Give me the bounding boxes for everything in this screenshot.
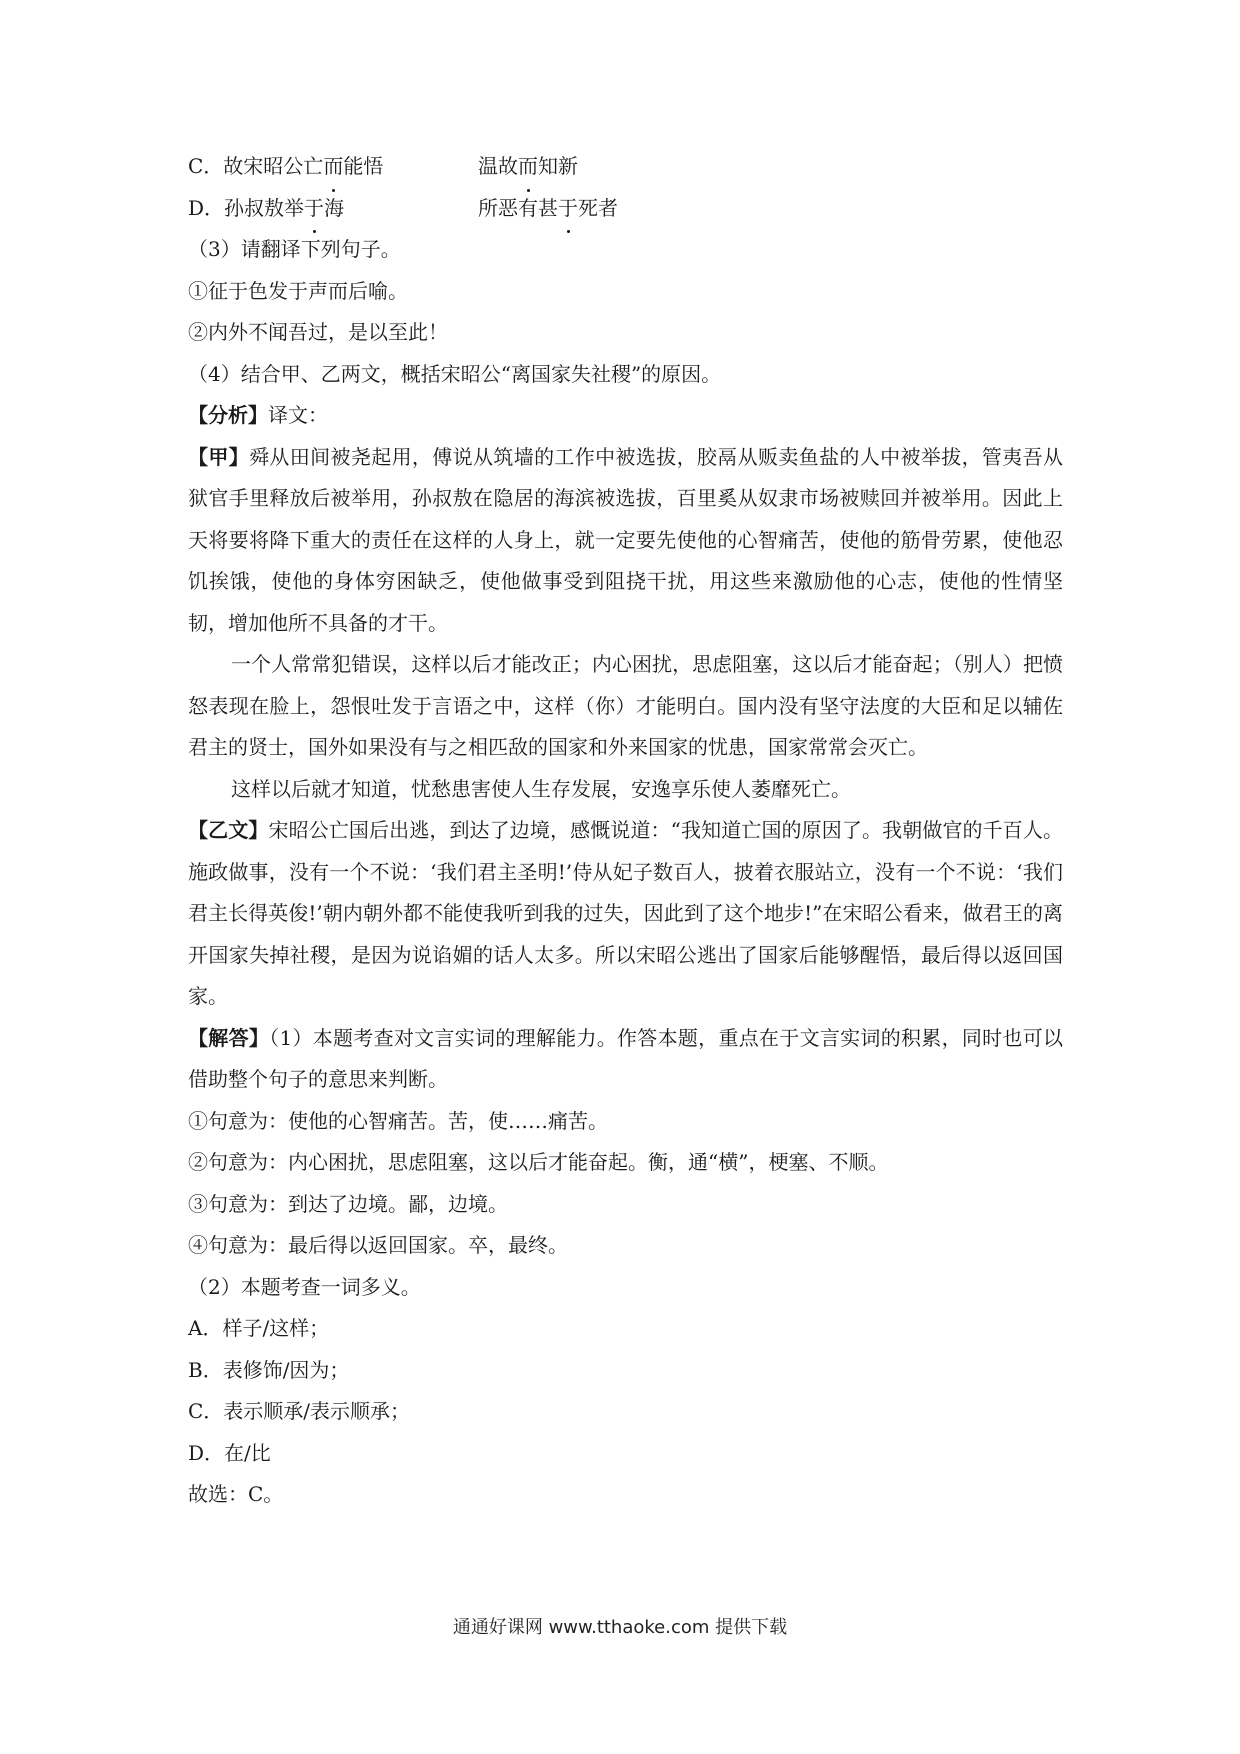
translation-jia-paragraph-2: 一个人常常犯错误，这样以后才能改正；内心困扰，思虑阻塞，这以后才能奋起；（别人）把愤怒表现在脸上，怨恨吐发于言语之中，这样（你）才能明白。国内没有坚守法度的大臣和足以辅佐君主的贤士，国外如果没有与之相匹敌的国家和外来国家的忧患，国家常常会灭亡。	[188, 652, 1063, 759]
yi-tag: 【乙文】	[188, 818, 269, 842]
option-d-left-post: 海	[324, 195, 345, 220]
option-d-left-dotted: 于	[304, 188, 324, 230]
jia-text-1: 舜从田间被尧起用，傅说从筑墙的工作中被选拔，胶鬲从贩卖鱼盐的人中被举拔，管夷吾从狱官手里释放后被举用，孙叔敖在隐居的海滨被选拔，百里奚从奴隶市场被赎回并被举用。因此上天将要将降下重大的责任在这样的人身上，就一定要先使他的心智痛苦，使他的筋骨劳累，使他忍饥挨饿，使他的身体穷困缺乏，使他做事受到阻挠干扰，用这些来激励他的心志，使他的性情坚韧，增加他所不具备的才干。	[188, 444, 1064, 635]
answer-option-a: A．样子/这样；	[188, 1316, 330, 1340]
option-c-right-dotted: 而	[518, 146, 538, 188]
option-c-right-pre: 温故	[478, 154, 518, 178]
option-c-left-pre: C．故宋昭公亡	[188, 154, 324, 178]
answer-option-b: B．表修饰/因为；	[188, 1357, 350, 1382]
answer-selection: 故选：C。	[188, 1482, 284, 1506]
question-3-item-1: ①征于色发于声而后喻。	[188, 278, 408, 303]
question-3: （3）请翻译下列句子。	[188, 237, 401, 261]
answer-item-1: ①句意为：使他的心智痛苦。苦，使……痛苦。	[188, 1108, 608, 1133]
answer-option-d: D．在/比	[188, 1440, 271, 1465]
option-c-left-post: 能悟	[343, 154, 384, 178]
translation-jia-paragraph-3: 这样以后就才知道，忧愁患害使人生存发展，安逸享乐使人萎靡死亡。	[231, 776, 851, 801]
option-d-right	[478, 188, 618, 230]
analysis-heading	[188, 395, 1063, 437]
question-3-item-2: ②内外不闻吾过，是以至此！	[188, 320, 448, 344]
answer-item-2: ②句意为：内心困扰，思虑阻塞，这以后才能奋起。衡，通“横”，梗塞、不顺。	[188, 1150, 889, 1174]
option-d-right-pre: 所恶有甚	[478, 195, 558, 220]
yi-text: 宋昭公亡国后出逃，到达了边境，感慨说道：“我知道亡国的原因了。我朝做官的千百人。施政做事，没有一个不说：‘我们君主圣明!’侍从妃子数百人，披着衣服站立，没有一个不说：‘我们君主长得英俊!’朝内朝外都不能使我听到我的过失，因此到了这个地步!”在宋昭公看来，做君王的离开国家失掉社稷，是因为说谄媚的话人太多。所以宋昭公逃出了国家后能够醒悟，最后得以返回国家。	[188, 818, 1063, 1008]
answer-option-c: C．表示顺承/表示顺承；	[188, 1399, 411, 1423]
option-c-left	[188, 154, 383, 178]
option-c-right	[478, 146, 578, 188]
jia-tag: 【甲】	[188, 444, 250, 469]
option-d-left	[188, 196, 344, 220]
option-c-row	[188, 146, 1063, 188]
option-d-left-pre: D．孙叔敖举	[188, 195, 305, 220]
answer-text-1: （1）本题考查对文言实词的理解能力。作答本题，重点在于文言实词的积累，同时也可以借助整个句子的意思来判断。	[188, 1025, 1064, 1091]
answer-question-2: （2）本题考查一词多义。	[188, 1274, 421, 1299]
option-d-row	[188, 188, 1063, 230]
option-c-right-post: 知新	[538, 154, 578, 178]
analysis-head-text: 译文：	[268, 403, 328, 427]
question-4: （4）结合甲、乙两文，概括宋昭公“离国家失社稷”的原因。	[188, 361, 722, 386]
option-d-right-dotted: 于	[558, 188, 578, 230]
translation-jia-paragraph-1	[188, 437, 1063, 645]
answer-tag: 【解答】	[188, 1025, 270, 1050]
answer-item-4: ④句意为：最后得以返回国家。卒，最终。	[188, 1233, 568, 1257]
option-c-left-dotted: 而	[323, 146, 343, 188]
page-content	[188, 146, 1063, 1516]
analysis-tag: 【分析】	[188, 403, 268, 427]
option-d-right-post: 死者	[578, 195, 618, 220]
answer-paragraph-1	[188, 1018, 1063, 1101]
translation-yi-paragraph	[188, 810, 1063, 1018]
answer-item-3: ③句意为：到达了边境。鄙，边境。	[188, 1191, 508, 1216]
page-footer: 通通好课网 www.tthaoke.com 提供下载	[452, 1617, 788, 1638]
